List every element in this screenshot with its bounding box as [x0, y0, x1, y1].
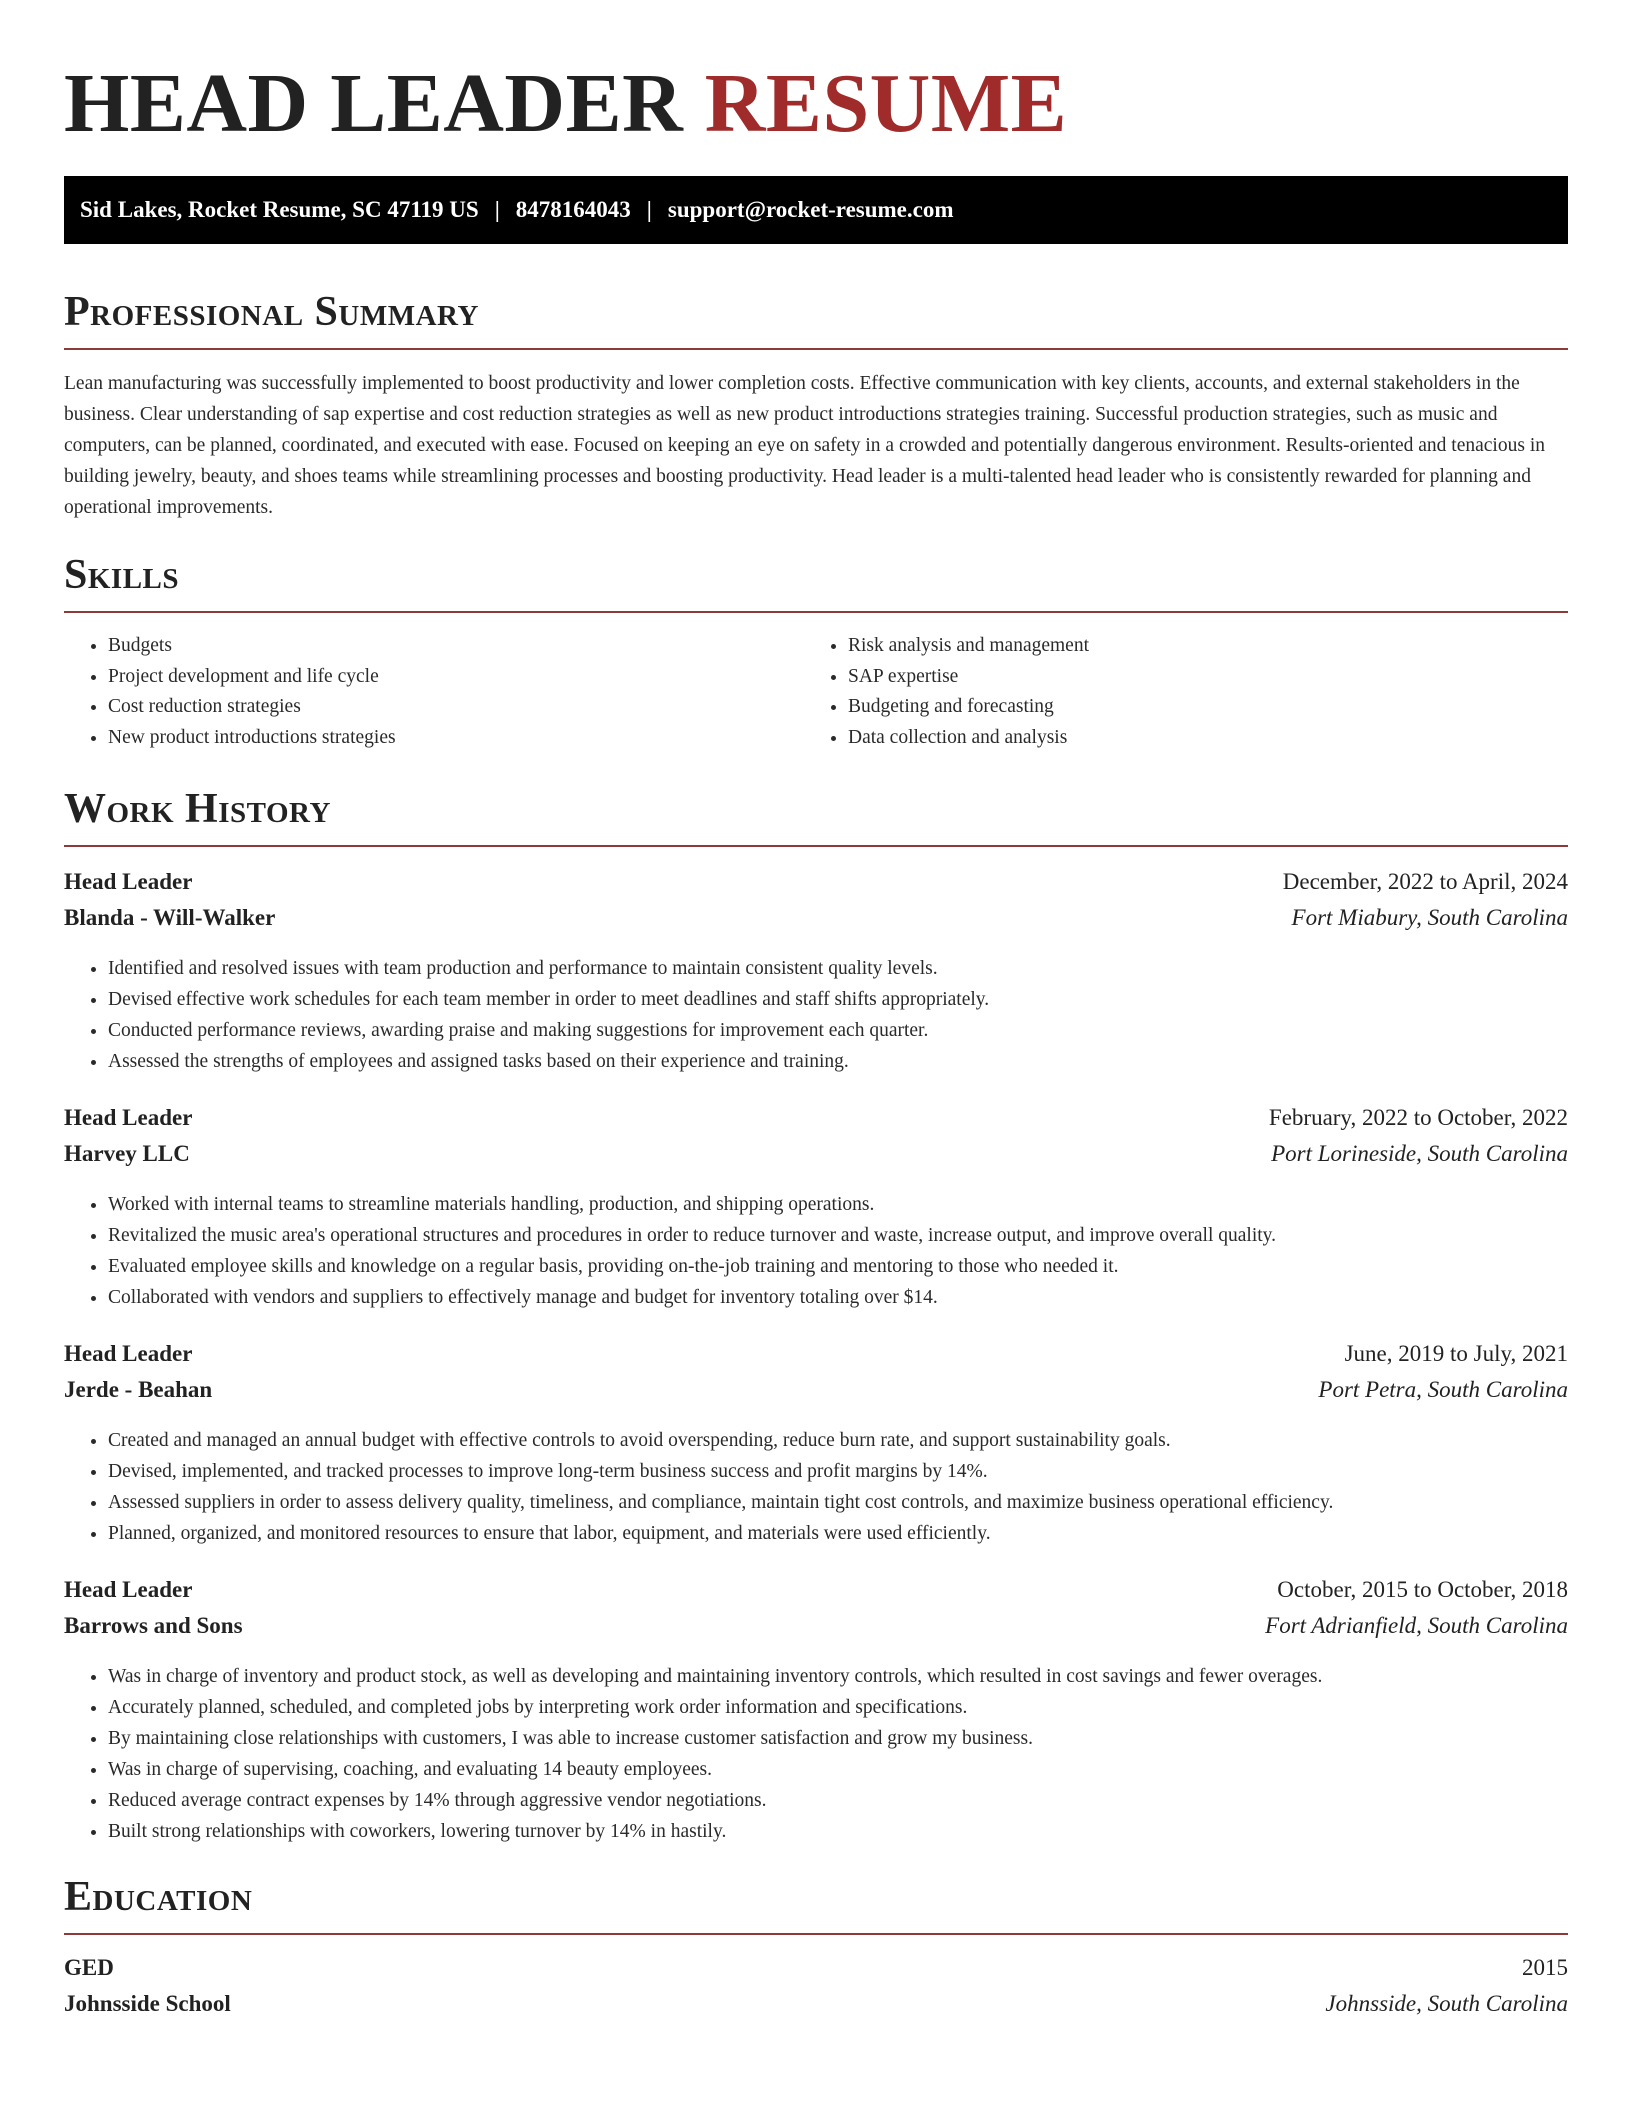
section-heading-education: Education [64, 1874, 253, 1920]
job-company: Barrows and Sons [64, 1613, 243, 1638]
job-company: Blanda - Will-Walker [64, 905, 276, 930]
job-duty: • Assessed the strengths of employees and assigned tasks based on their experience and training. [108, 1046, 1568, 1077]
resume-title-name: HEAD LEADER [64, 57, 684, 150]
job-duty: • Devised, implemented, and tracked processes to improve long-term business success and profit margins by 14%. [108, 1456, 1568, 1487]
job-location: Fort Adrianfield, South Carolina [1265, 1613, 1568, 1638]
job-company: Jerde - Beahan [64, 1377, 213, 1402]
job-duty: • Planned, organized, and monitored resources to ensure that labor, equipment, and materials were used efficiently. [108, 1518, 1568, 1549]
summary-text: Lean manufacturing was successfully implemented to boost productivity and lower completion costs. Effective communication with key clients, accounts, and external stakeholders in the business. Clear understanding of sap expertise and cost reduction strategies as well as new product introductions strategies training. Successful production strategies, such as music and computers, can be planned, coordinated, and executed with ease. Focused on keeping an eye on safety in a crowded and potentially dangerous environment. Results-oriented and tenacious in building jewelry, beauty, and shoes teams while streamlining processes and boosting productivity. Head leader is a multi-talented head leader who is consistently rewarded for planning and operational improvements. [64, 373, 1545, 518]
job-duty: • Conducted performance reviews, awarding praise and making suggestions for improvement each quarter. [108, 1015, 1568, 1046]
job-duty: • Worked with internal teams to streamline materials handling, production, and shipping operations. [108, 1189, 1568, 1220]
job-company: Harvey LLC [64, 1141, 190, 1166]
job-dates: February, 2022 to October, 2022 [1268, 1105, 1568, 1130]
section-divider [64, 1933, 1568, 1935]
section-heading-work-history: Work History [64, 786, 331, 832]
education-degree: GED [64, 1955, 114, 1980]
job-duties [64, 1425, 1568, 1549]
contact-address: Sid Lakes, Rocket Resume, SC 47119 US [80, 197, 479, 222]
professional-summary-section [64, 288, 1568, 523]
job-duty: • Evaluated employee skills and knowledge on a regular basis, providing on-the-job training and mentoring to those who needed it. [108, 1251, 1568, 1282]
job-entry [64, 1577, 1568, 1847]
job-duty: • Identified and resolved issues with team production and performance to maintain consistent quality levels. [108, 953, 1568, 984]
job-duty: • Revitalized the music area's operational structures and procedures in order to reduce turnover and waste, increase output, and improve overall quality. [108, 1220, 1568, 1251]
job-dates: October, 2015 to October, 2018 [1277, 1577, 1568, 1602]
job-duty: • Collaborated with vendors and suppliers to effectively manage and budget for inventory totaling over $14. [108, 1282, 1568, 1313]
education-entry [64, 1955, 1568, 2027]
job-dates: December, 2022 to April, 2024 [1282, 869, 1568, 894]
skill-item: • Risk analysis and management [848, 631, 1568, 662]
education-location: Johnsside, South Carolina [1325, 1991, 1568, 2016]
job-duty: • Built strong relationships with coworkers, lowering turnover by 14% in hastily. [108, 1816, 1568, 1847]
contact-bar [64, 176, 1568, 244]
resume-title-accent: RESUME [704, 57, 1068, 150]
skill-item: • Project development and life cycle [108, 662, 804, 693]
work-history-section [64, 785, 1568, 1847]
section-divider [64, 611, 1568, 613]
job-duties [64, 1661, 1568, 1847]
section-heading-summary: Professional Summary [64, 289, 479, 335]
skill-item: • Data collection and analysis [848, 723, 1568, 754]
skills-section [64, 551, 1568, 753]
job-duties [64, 1189, 1568, 1313]
job-location: Fort Miabury, South Carolina [1291, 905, 1568, 930]
education-school: Johnsside School [64, 1991, 231, 2016]
job-duty: • Accurately planned, scheduled, and completed jobs by interpreting work order information and specifications. [108, 1692, 1568, 1723]
education-section [64, 1873, 1568, 2027]
job-duty: • Devised effective work schedules for each team member in order to meet deadlines and staff shifts appropriately. [108, 984, 1568, 1015]
education-year: 2015 [1522, 1955, 1568, 1980]
section-divider [64, 348, 1568, 350]
skills-list [64, 631, 1568, 753]
job-title: Head Leader [64, 1341, 193, 1366]
job-duty: • Created and managed an annual budget with effective controls to avoid overspending, reduce burn rate, and support sustainability goals. [108, 1425, 1568, 1456]
contact-email: support@rocket-resume.com [667, 197, 954, 222]
job-title: Head Leader [64, 1577, 193, 1602]
job-entry [64, 869, 1568, 1077]
skill-item: • New product introductions strategies [108, 723, 804, 754]
job-entry [64, 1341, 1568, 1549]
job-entry [64, 1105, 1568, 1313]
job-duty: • Assessed suppliers in order to assess delivery quality, timeliness, and compliance, maintain tight cost controls, and maximize business operational efficiency. [108, 1487, 1568, 1518]
skills-column-left [64, 631, 804, 753]
contact-separator: | [646, 197, 652, 222]
job-location: Port Lorineside, South Carolina [1271, 1141, 1568, 1166]
skill-item: • Budgeting and forecasting [848, 692, 1568, 723]
section-heading-skills: Skills [64, 552, 180, 598]
skill-item: • SAP expertise [848, 662, 1568, 693]
skill-item: • Cost reduction strategies [108, 692, 804, 723]
job-location: Port Petra, South Carolina [1318, 1377, 1568, 1402]
job-dates: June, 2019 to July, 2021 [1344, 1341, 1568, 1366]
contact-separator: | [494, 197, 500, 222]
section-divider [64, 845, 1568, 847]
job-duties [64, 953, 1568, 1077]
job-title: Head Leader [64, 1105, 193, 1130]
job-duty: • Reduced average contract expenses by 14% through aggressive vendor negotiations. [108, 1785, 1568, 1816]
job-duty: • Was in charge of supervising, coaching, and evaluating 14 beauty employees. [108, 1754, 1568, 1785]
job-duty: • By maintaining close relationships with customers, I was able to increase customer satisfaction and grow my business. [108, 1723, 1568, 1754]
resume-title [64, 56, 1568, 152]
job-duty: • Was in charge of inventory and product stock, as well as developing and maintaining inventory controls, which resulted in cost savings and fewer overages. [108, 1661, 1568, 1692]
contact-phone: 8478164043 [515, 197, 631, 222]
skill-item: • Budgets [108, 631, 804, 662]
job-title: Head Leader [64, 869, 193, 894]
skills-column-right [804, 631, 1568, 753]
